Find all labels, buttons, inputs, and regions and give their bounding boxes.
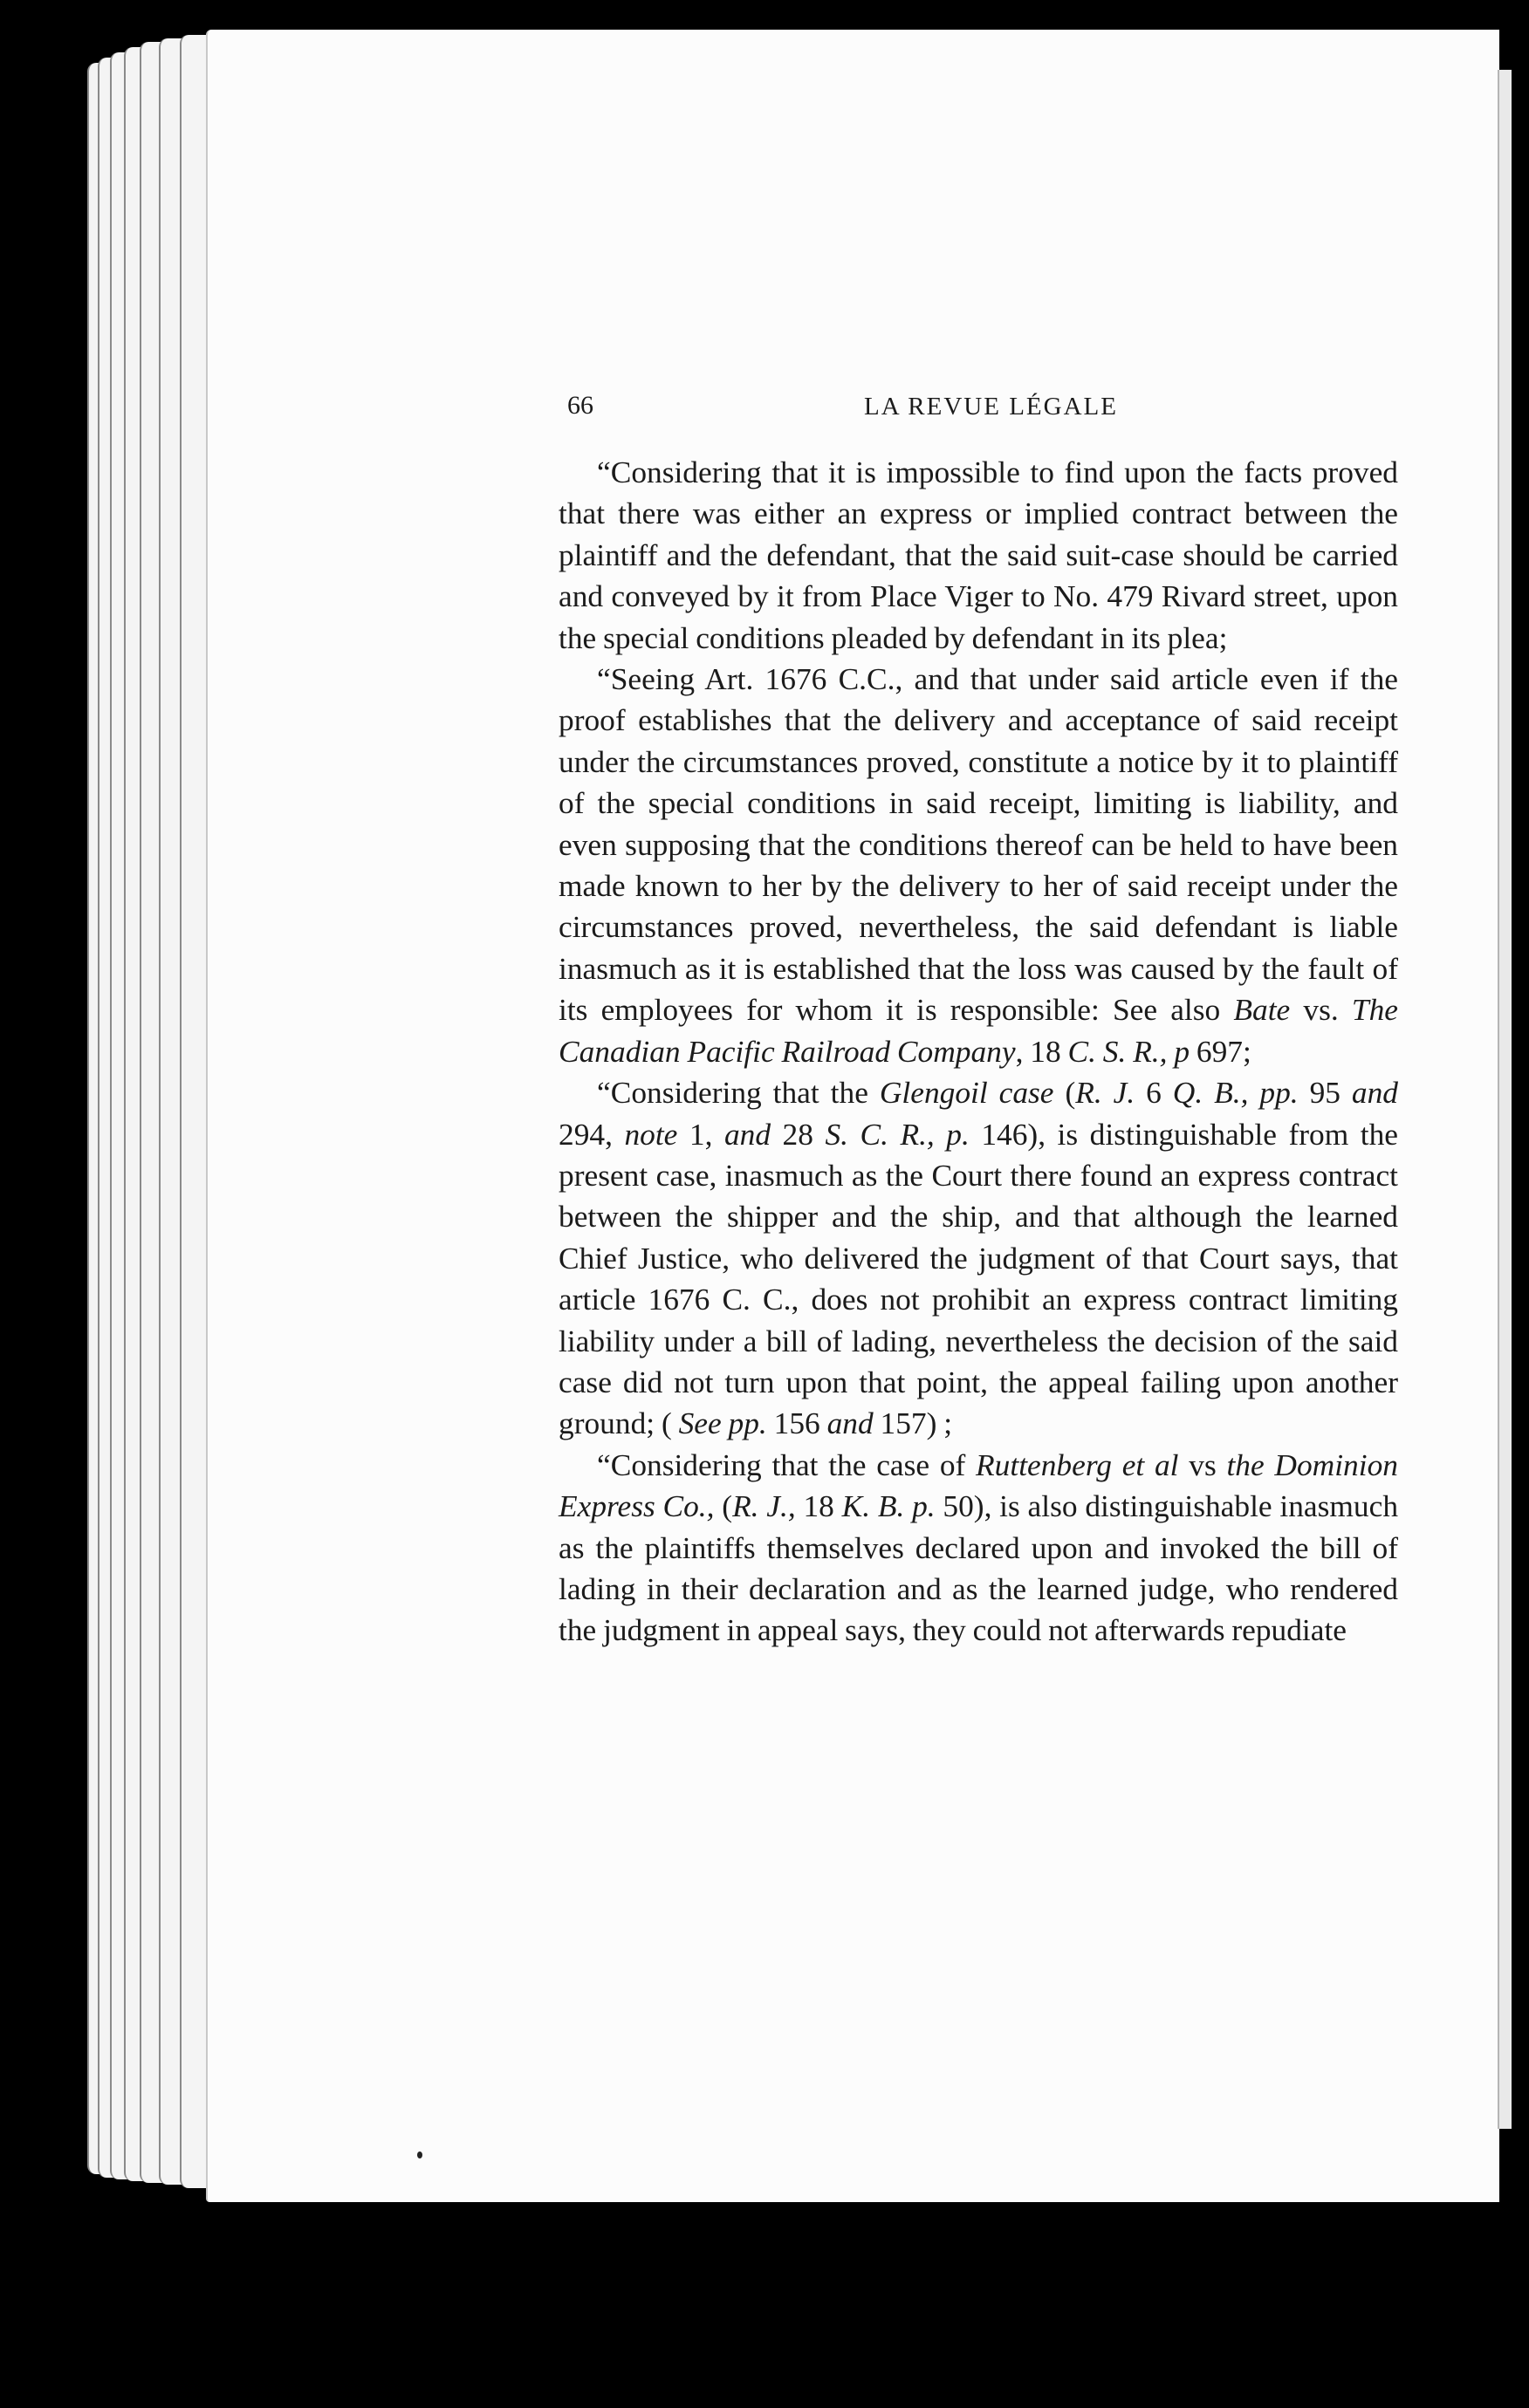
citation: and [1351,1075,1398,1111]
paragraph-text: “Considering that the [597,1075,880,1111]
paragraph [559,1445,1398,1652]
citation: S. C. R., p. [825,1116,970,1152]
case-name: Glengoil case [879,1075,1054,1111]
citation: See pp. [678,1406,767,1441]
text-run: 1, [677,1116,724,1152]
ink-speck [417,2151,422,2158]
citation: note [624,1116,678,1152]
citation: and [826,1406,874,1441]
text-run: vs [1178,1447,1227,1482]
paragraph-text: “Seeing Art. 1676 C.C., and that under said article even if the proof establishes that the delivery and acceptance of said receipt under the circumstances proved, constitute a notice by it to plaintiff of the special conditions in said receipt, limiting is liability, and even supposing that the conditions thereof can be held to have been made known to her by the delivery to her of said receipt under the circumstances proved, nevertheless, the said defendant is liable inasmuch as it is established that the loss was caused by the fault of its employees for whom it is responsible: See also [559,661,1398,1028]
text-run: 18 [795,1488,842,1524]
text-run: 697; [1190,1033,1251,1069]
case-name: the Dominion Express Co., [559,1447,1398,1524]
page-number: 66 [567,391,593,420]
case-name: Bate [1233,992,1291,1028]
text-run: ( [1053,1075,1076,1111]
case-name: The Canadian Pacific Railroad Company [559,992,1399,1069]
text-run: , 18 [1015,1033,1068,1069]
citation: R. J. [1075,1075,1135,1111]
citation: and [723,1116,771,1152]
text-run: 156 [766,1406,827,1441]
running-title: LA REVUE LÉGALE [864,393,1118,421]
citation: K. B. p. [841,1488,936,1524]
paragraph [559,452,1398,659]
body-text [559,452,1398,1652]
text-run: 95 [1298,1075,1352,1111]
text-run: 6 [1135,1075,1173,1111]
case-name: Ruttenberg et al [976,1447,1179,1482]
text-run: 28 [771,1116,826,1152]
citation: C. S. R., p [1067,1033,1190,1069]
paragraph [559,659,1398,1072]
text-run: 157) ; [873,1406,953,1441]
citation: Q. B., pp. [1172,1075,1299,1111]
paragraph-text: “Considering that it is impossible to find upon the facts proved that there was either an express or implied contract between the plaintiff and the defendant, that the said suit-case should be carried and conveyed by it from Place Viger to No. 479 Rivard street, upon the special conditions pleaded by defendant in its plea; [559,455,1398,655]
paragraph-text: 146), is distinguishable from the present case, inasmuch as the Court there found an express contract between the shipper and the ship, and that although the learned Chief Justice, who delivered the judgment of that Court says, that article 1676 C. C., does not prohibit an express contract limiting liability under a bill of lading, nevertheless the decision of the said case did not turn upon that point, the appeal failing upon another ground; ( [559,1116,1399,1441]
citation: R. J., [732,1488,796,1524]
paragraph [559,1072,1398,1445]
paragraph-text: “Considering that the case of [597,1447,977,1482]
text-run: ( [714,1488,733,1524]
text-run: 294, [559,1116,625,1152]
text-run: vs. [1290,992,1352,1028]
running-head [567,391,1405,426]
paragraph-text: 50), is also distinguishable inasmuch as the plaintiffs themselves declared upon and invoked the bill of lading in their declaration and as the learned judge, who rendered the judgment in appeal says, they could not afterwards repudiate [559,1488,1399,1648]
facing-page-edge [1498,70,1512,2129]
